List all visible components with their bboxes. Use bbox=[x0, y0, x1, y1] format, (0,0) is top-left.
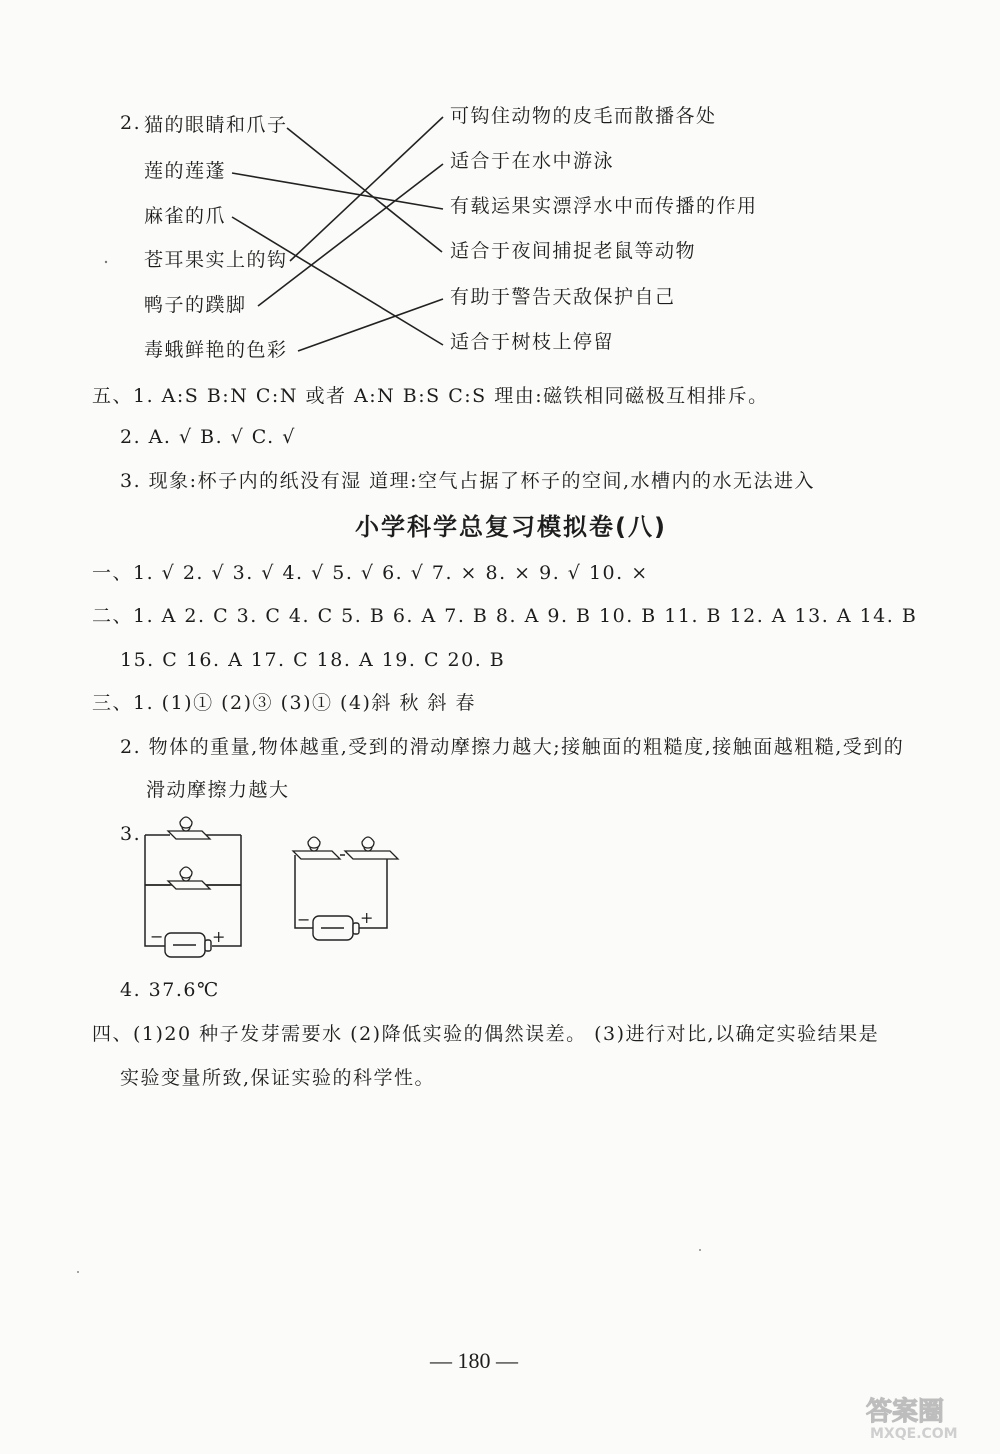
matching-number: 2. bbox=[120, 112, 142, 134]
matching-left-5: 鸭子的蹼脚 bbox=[144, 294, 247, 316]
bulb-holder-2 bbox=[168, 867, 210, 889]
bulb-holder-3 bbox=[293, 837, 340, 859]
matching-left-2: 莲的莲蓬 bbox=[144, 160, 227, 182]
bulb-holder-1 bbox=[168, 817, 210, 839]
section5-line2: 2. A. √ B. √ C. √ bbox=[120, 426, 296, 448]
watermark-top: 答案圈 bbox=[866, 1397, 945, 1427]
watermark-bottom: MXQE.COM bbox=[870, 1426, 958, 1442]
matching-left-3: 麻雀的爪 bbox=[144, 205, 227, 227]
page-number: — 180 — bbox=[430, 1348, 518, 1373]
q3-line4: 4. 37.6℃ bbox=[120, 979, 220, 1001]
q1-answers: 一、1. √ 2. √ 3. √ 4. √ 5. √ 6. √ 7. × 8. × 9. √ 10. × bbox=[92, 562, 649, 584]
page-title: 小学科学总复习模拟卷(八) bbox=[355, 513, 667, 541]
q3-line3-label: 3. bbox=[120, 823, 142, 845]
q3-line2a: 2. 物体的重量,物体越重,受到的滑动摩擦力越大;接触面的粗糙度,接触面越粗糙,受到的 bbox=[120, 736, 905, 758]
matching-left-4: 苍耳果实上的钩 bbox=[144, 249, 288, 271]
q2-answers-line1: 二、1. A 2. C 3. C 4. C 5. B 6. A 7. B 8. A 9. B 10. B 11. B 12. A 13. A 14. B bbox=[92, 605, 918, 627]
battery-1-minus-sign: − bbox=[150, 927, 165, 946]
q3-line2b: 滑动摩擦力越大 bbox=[146, 779, 290, 801]
q4-line1: 四、(1)20 种子发芽需要水 (2)降低实验的偶然误差。 (3)进行对比,以确定实验结果是 bbox=[92, 1023, 880, 1045]
matching-left-6: 毒蛾鲜艳的色彩 bbox=[144, 339, 288, 361]
battery-2-plus-sign: + bbox=[360, 908, 375, 927]
matching-right-5: 有助于警告天敌保护自己 bbox=[450, 286, 676, 308]
q4-line2: 实验变量所致,保证实验的科学性。 bbox=[120, 1067, 436, 1089]
matching-right-3: 有载运果实漂浮水中而传播的作用 bbox=[450, 195, 758, 217]
matching-right-4: 适合于夜间捕捉老鼠等动物 bbox=[450, 240, 697, 262]
section5-line1: 五、1. A:S B:N C:N 或者 A:N B:S C:S 理由:磁铁相同磁极互相排斥。 bbox=[92, 385, 769, 407]
battery-1-plus-sign: + bbox=[212, 927, 227, 946]
q2-answers-line2: 15. C 16. A 17. C 18. A 19. C 20. B bbox=[120, 649, 506, 671]
section5-line3: 3. 现象:杯子内的纸没有湿 道理:空气占据了杯子的空间,水槽内的水无法进入 bbox=[120, 470, 816, 492]
battery-2-minus-sign: − bbox=[297, 910, 312, 929]
matching-right-1: 可钩住动物的皮毛而散播各处 bbox=[450, 105, 717, 127]
q3-line1: 三、1. (1)① (2)③ (3)① (4)斜 秋 斜 春 bbox=[92, 692, 477, 714]
battery-1 bbox=[165, 933, 211, 957]
watermark-logo bbox=[862, 1390, 982, 1442]
matching-left-1: 猫的眼睛和爪子 bbox=[144, 114, 288, 136]
bulb-holder-4 bbox=[345, 837, 398, 859]
matching-right-6: 适合于树枝上停留 bbox=[450, 331, 615, 353]
battery-2 bbox=[313, 916, 359, 940]
matching-right-2: 适合于在水中游泳 bbox=[450, 150, 615, 172]
